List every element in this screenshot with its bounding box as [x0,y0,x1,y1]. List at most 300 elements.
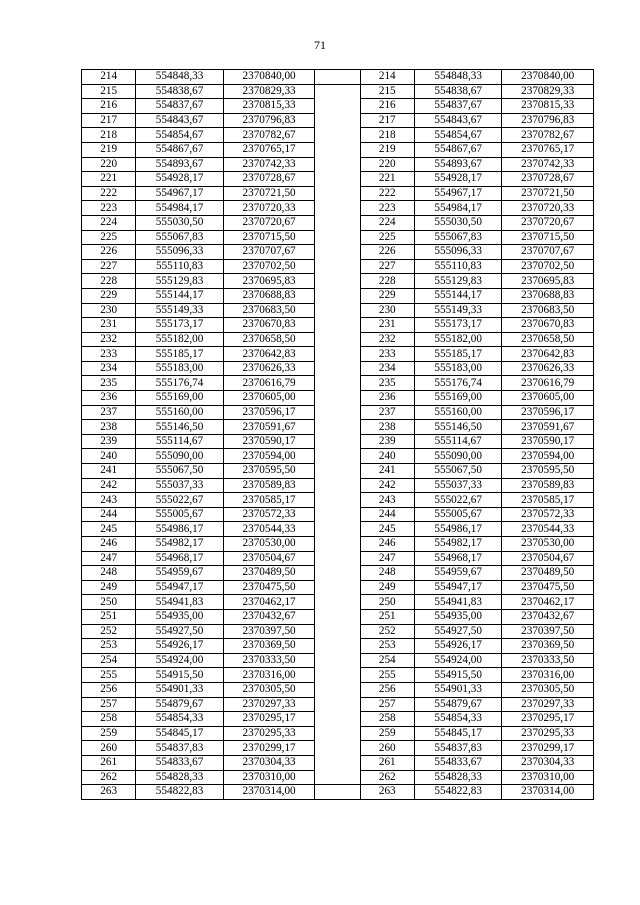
left-x-coordinate-cell: 555149,33 [136,303,224,318]
left-y-coordinate-cell: 2370432,67 [223,609,315,624]
left-y-coordinate-cell: 2370489,50 [223,566,315,581]
left-point-number-cell: 263 [82,785,136,800]
column-separator [315,639,360,654]
right-x-coordinate-cell: 555183,00 [414,361,502,376]
left-point-number-cell: 259 [82,726,136,741]
table-row [82,668,594,683]
column-separator [315,201,360,216]
table-row [82,580,594,595]
right-point-number-cell: 230 [360,303,414,318]
table-row [82,551,594,566]
right-y-coordinate-cell: 2370316,00 [502,668,594,683]
right-point-number-cell: 248 [360,566,414,581]
right-point-number-cell: 245 [360,522,414,537]
right-x-coordinate-cell: 554986,17 [414,522,502,537]
right-y-coordinate-cell: 2370397,50 [502,624,594,639]
left-point-number-cell: 236 [82,391,136,406]
left-x-coordinate-cell: 554822,83 [136,785,224,800]
right-x-coordinate-cell: 554854,33 [414,712,502,727]
right-y-coordinate-cell: 2370642,83 [502,347,594,362]
right-y-coordinate-cell: 2370720,67 [502,215,594,230]
left-y-coordinate-cell: 2370475,50 [223,580,315,595]
left-y-coordinate-cell: 2370782,67 [223,128,315,143]
left-point-number-cell: 253 [82,639,136,654]
left-point-number-cell: 243 [82,493,136,508]
right-point-number-cell: 257 [360,697,414,712]
right-point-number-cell: 243 [360,493,414,508]
right-x-coordinate-cell: 554935,00 [414,609,502,624]
column-separator [315,391,360,406]
left-point-number-cell: 214 [82,70,136,85]
column-separator [315,230,360,245]
left-y-coordinate-cell: 2370297,33 [223,697,315,712]
left-point-number-cell: 250 [82,595,136,610]
right-x-coordinate-cell: 555096,33 [414,245,502,260]
column-separator [315,624,360,639]
left-point-number-cell: 244 [82,507,136,522]
left-x-coordinate-cell: 554926,17 [136,639,224,654]
left-y-coordinate-cell: 2370589,83 [223,478,315,493]
column-separator [315,245,360,260]
left-y-coordinate-cell: 2370720,67 [223,215,315,230]
right-x-coordinate-cell: 555037,33 [414,478,502,493]
left-y-coordinate-cell: 2370658,50 [223,332,315,347]
right-x-coordinate-cell: 554828,33 [414,770,502,785]
right-point-number-cell: 224 [360,215,414,230]
column-separator [315,712,360,727]
left-x-coordinate-cell: 555067,50 [136,464,224,479]
table-row [82,464,594,479]
right-y-coordinate-cell: 2370489,50 [502,566,594,581]
column-separator [315,157,360,172]
table-row [82,785,594,800]
left-x-coordinate-cell: 554843,67 [136,113,224,128]
right-point-number-cell: 232 [360,332,414,347]
right-point-number-cell: 214 [360,70,414,85]
left-y-coordinate-cell: 2370670,83 [223,318,315,333]
left-x-coordinate-cell: 554828,33 [136,770,224,785]
column-separator [315,741,360,756]
column-separator [315,84,360,99]
left-x-coordinate-cell: 554833,67 [136,755,224,770]
left-x-coordinate-cell: 554941,83 [136,595,224,610]
left-x-coordinate-cell: 555146,50 [136,420,224,435]
left-point-number-cell: 229 [82,288,136,303]
left-x-coordinate-cell: 555096,33 [136,245,224,260]
right-y-coordinate-cell: 2370721,50 [502,186,594,201]
left-point-number-cell: 233 [82,347,136,362]
column-separator [315,332,360,347]
right-y-coordinate-cell: 2370504,67 [502,551,594,566]
table-row [82,609,594,624]
right-x-coordinate-cell: 555176,74 [414,376,502,391]
left-point-number-cell: 225 [82,230,136,245]
table-row [82,361,594,376]
right-point-number-cell: 229 [360,288,414,303]
table-row [82,376,594,391]
right-y-coordinate-cell: 2370297,33 [502,697,594,712]
left-point-number-cell: 246 [82,537,136,552]
coordinates-table-body [82,70,594,800]
column-separator [315,288,360,303]
table-row [82,230,594,245]
left-x-coordinate-cell: 555110,83 [136,259,224,274]
left-y-coordinate-cell: 2370595,50 [223,464,315,479]
left-x-coordinate-cell: 555005,67 [136,507,224,522]
right-point-number-cell: 250 [360,595,414,610]
left-point-number-cell: 245 [82,522,136,537]
right-point-number-cell: 259 [360,726,414,741]
right-x-coordinate-cell: 555169,00 [414,391,502,406]
right-y-coordinate-cell: 2370462,17 [502,595,594,610]
table-row [82,449,594,464]
right-y-coordinate-cell: 2370304,33 [502,755,594,770]
right-point-number-cell: 236 [360,391,414,406]
right-y-coordinate-cell: 2370596,17 [502,405,594,420]
right-point-number-cell: 218 [360,128,414,143]
left-x-coordinate-cell: 554848,33 [136,70,224,85]
right-point-number-cell: 227 [360,259,414,274]
right-point-number-cell: 252 [360,624,414,639]
right-point-number-cell: 215 [360,84,414,99]
table-row [82,186,594,201]
left-point-number-cell: 257 [82,697,136,712]
right-y-coordinate-cell: 2370605,00 [502,391,594,406]
left-y-coordinate-cell: 2370310,00 [223,770,315,785]
right-y-coordinate-cell: 2370544,33 [502,522,594,537]
table-row [82,537,594,552]
left-y-coordinate-cell: 2370572,33 [223,507,315,522]
right-point-number-cell: 256 [360,682,414,697]
right-y-coordinate-cell: 2370589,83 [502,478,594,493]
left-y-coordinate-cell: 2370304,33 [223,755,315,770]
right-point-number-cell: 240 [360,449,414,464]
right-x-coordinate-cell: 554967,17 [414,186,502,201]
right-x-coordinate-cell: 555129,83 [414,274,502,289]
left-x-coordinate-cell: 555160,00 [136,405,224,420]
left-y-coordinate-cell: 2370765,17 [223,142,315,157]
right-x-coordinate-cell: 554837,83 [414,741,502,756]
right-x-coordinate-cell: 554879,67 [414,697,502,712]
right-y-coordinate-cell: 2370782,67 [502,128,594,143]
right-y-coordinate-cell: 2370702,50 [502,259,594,274]
column-separator [315,697,360,712]
table-row [82,566,594,581]
table-row [82,507,594,522]
right-y-coordinate-cell: 2370591,67 [502,420,594,435]
left-x-coordinate-cell: 555037,33 [136,478,224,493]
column-separator [315,595,360,610]
left-point-number-cell: 231 [82,318,136,333]
right-x-coordinate-cell: 554982,17 [414,537,502,552]
left-x-coordinate-cell: 554968,17 [136,551,224,566]
left-point-number-cell: 261 [82,755,136,770]
right-point-number-cell: 223 [360,201,414,216]
column-separator [315,70,360,85]
column-separator [315,566,360,581]
left-x-coordinate-cell: 554935,00 [136,609,224,624]
column-separator [315,537,360,552]
right-x-coordinate-cell: 554927,50 [414,624,502,639]
left-point-number-cell: 218 [82,128,136,143]
right-y-coordinate-cell: 2370594,00 [502,449,594,464]
right-point-number-cell: 219 [360,142,414,157]
left-x-coordinate-cell: 555173,17 [136,318,224,333]
column-separator [315,274,360,289]
right-x-coordinate-cell: 555144,17 [414,288,502,303]
table-row [82,726,594,741]
right-point-number-cell: 231 [360,318,414,333]
left-x-coordinate-cell: 554927,50 [136,624,224,639]
column-separator [315,580,360,595]
right-x-coordinate-cell: 554924,00 [414,653,502,668]
right-x-coordinate-cell: 555005,67 [414,507,502,522]
column-separator [315,113,360,128]
right-y-coordinate-cell: 2370829,33 [502,84,594,99]
right-y-coordinate-cell: 2370840,00 [502,70,594,85]
table-row [82,142,594,157]
table-row [82,434,594,449]
left-y-coordinate-cell: 2370840,00 [223,70,315,85]
right-x-coordinate-cell: 554941,83 [414,595,502,610]
right-x-coordinate-cell: 554843,67 [414,113,502,128]
table-row [82,522,594,537]
right-x-coordinate-cell: 555030,50 [414,215,502,230]
table-row [82,303,594,318]
right-y-coordinate-cell: 2370530,00 [502,537,594,552]
table-row [82,420,594,435]
column-separator [315,186,360,201]
left-y-coordinate-cell: 2370530,00 [223,537,315,552]
left-x-coordinate-cell: 554854,33 [136,712,224,727]
column-separator [315,215,360,230]
coordinates-table [81,69,594,800]
left-y-coordinate-cell: 2370299,17 [223,741,315,756]
left-point-number-cell: 239 [82,434,136,449]
left-x-coordinate-cell: 554947,17 [136,580,224,595]
right-x-coordinate-cell: 555090,00 [414,449,502,464]
left-x-coordinate-cell: 554984,17 [136,201,224,216]
right-x-coordinate-cell: 555185,17 [414,347,502,362]
left-point-number-cell: 237 [82,405,136,420]
right-point-number-cell: 251 [360,609,414,624]
column-separator [315,172,360,187]
left-x-coordinate-cell: 554845,17 [136,726,224,741]
column-separator [315,347,360,362]
right-x-coordinate-cell: 555173,17 [414,318,502,333]
left-point-number-cell: 258 [82,712,136,727]
left-point-number-cell: 260 [82,741,136,756]
right-y-coordinate-cell: 2370369,50 [502,639,594,654]
left-point-number-cell: 219 [82,142,136,157]
left-x-coordinate-cell: 555090,00 [136,449,224,464]
right-point-number-cell: 258 [360,712,414,727]
table-row [82,332,594,347]
left-y-coordinate-cell: 2370462,17 [223,595,315,610]
table-row [82,172,594,187]
left-point-number-cell: 235 [82,376,136,391]
left-y-coordinate-cell: 2370702,50 [223,259,315,274]
left-y-coordinate-cell: 2370596,17 [223,405,315,420]
table-row [82,274,594,289]
right-y-coordinate-cell: 2370658,50 [502,332,594,347]
right-y-coordinate-cell: 2370765,17 [502,142,594,157]
right-point-number-cell: 254 [360,653,414,668]
left-y-coordinate-cell: 2370626,33 [223,361,315,376]
left-y-coordinate-cell: 2370397,50 [223,624,315,639]
table-row [82,624,594,639]
right-x-coordinate-cell: 554984,17 [414,201,502,216]
right-point-number-cell: 260 [360,741,414,756]
table-row [82,318,594,333]
table-row [82,157,594,172]
right-x-coordinate-cell: 554926,17 [414,639,502,654]
right-x-coordinate-cell: 554901,33 [414,682,502,697]
right-point-number-cell: 225 [360,230,414,245]
left-point-number-cell: 249 [82,580,136,595]
right-x-coordinate-cell: 554833,67 [414,755,502,770]
left-point-number-cell: 223 [82,201,136,216]
left-x-coordinate-cell: 555169,00 [136,391,224,406]
table-row [82,595,594,610]
left-point-number-cell: 220 [82,157,136,172]
right-y-coordinate-cell: 2370728,67 [502,172,594,187]
column-separator [315,420,360,435]
table-row [82,84,594,99]
left-x-coordinate-cell: 554854,67 [136,128,224,143]
left-y-coordinate-cell: 2370314,00 [223,785,315,800]
column-separator [315,405,360,420]
right-y-coordinate-cell: 2370742,33 [502,157,594,172]
table-row [82,682,594,697]
column-separator [315,770,360,785]
table-row [82,712,594,727]
column-separator [315,434,360,449]
right-y-coordinate-cell: 2370616,79 [502,376,594,391]
table-row [82,653,594,668]
left-x-coordinate-cell: 554837,83 [136,741,224,756]
left-point-number-cell: 222 [82,186,136,201]
column-separator [315,449,360,464]
right-x-coordinate-cell: 555160,00 [414,405,502,420]
right-y-coordinate-cell: 2370595,50 [502,464,594,479]
right-x-coordinate-cell: 555146,50 [414,420,502,435]
right-x-coordinate-cell: 554837,67 [414,99,502,114]
column-separator [315,478,360,493]
right-x-coordinate-cell: 554822,83 [414,785,502,800]
right-y-coordinate-cell: 2370720,33 [502,201,594,216]
right-x-coordinate-cell: 554845,17 [414,726,502,741]
left-x-coordinate-cell: 554893,67 [136,157,224,172]
table-row [82,697,594,712]
table-row [82,347,594,362]
column-separator [315,464,360,479]
left-y-coordinate-cell: 2370721,50 [223,186,315,201]
right-x-coordinate-cell: 555182,00 [414,332,502,347]
right-x-coordinate-cell: 555022,67 [414,493,502,508]
right-x-coordinate-cell: 555067,50 [414,464,502,479]
right-point-number-cell: 263 [360,785,414,800]
column-separator [315,755,360,770]
column-separator [315,361,360,376]
column-separator [315,376,360,391]
left-point-number-cell: 226 [82,245,136,260]
column-separator [315,653,360,668]
table-row [82,770,594,785]
right-y-coordinate-cell: 2370310,00 [502,770,594,785]
right-y-coordinate-cell: 2370475,50 [502,580,594,595]
right-y-coordinate-cell: 2370683,50 [502,303,594,318]
column-separator [315,318,360,333]
table-row [82,391,594,406]
right-y-coordinate-cell: 2370432,67 [502,609,594,624]
left-y-coordinate-cell: 2370295,17 [223,712,315,727]
left-y-coordinate-cell: 2370316,00 [223,668,315,683]
right-x-coordinate-cell: 554968,17 [414,551,502,566]
right-point-number-cell: 255 [360,668,414,683]
right-x-coordinate-cell: 554848,33 [414,70,502,85]
left-y-coordinate-cell: 2370715,50 [223,230,315,245]
left-point-number-cell: 215 [82,84,136,99]
right-point-number-cell: 244 [360,507,414,522]
table-row [82,201,594,216]
left-y-coordinate-cell: 2370616,79 [223,376,315,391]
right-point-number-cell: 261 [360,755,414,770]
right-point-number-cell: 220 [360,157,414,172]
left-y-coordinate-cell: 2370585,17 [223,493,315,508]
left-y-coordinate-cell: 2370591,67 [223,420,315,435]
left-point-number-cell: 252 [82,624,136,639]
left-point-number-cell: 256 [82,682,136,697]
left-point-number-cell: 217 [82,113,136,128]
left-x-coordinate-cell: 555185,17 [136,347,224,362]
right-y-coordinate-cell: 2370626,33 [502,361,594,376]
right-point-number-cell: 262 [360,770,414,785]
left-x-coordinate-cell: 554982,17 [136,537,224,552]
left-x-coordinate-cell: 554838,67 [136,84,224,99]
left-point-number-cell: 221 [82,172,136,187]
left-y-coordinate-cell: 2370594,00 [223,449,315,464]
right-y-coordinate-cell: 2370314,00 [502,785,594,800]
right-point-number-cell: 242 [360,478,414,493]
left-x-coordinate-cell: 555030,50 [136,215,224,230]
right-y-coordinate-cell: 2370688,83 [502,288,594,303]
column-separator [315,682,360,697]
left-x-coordinate-cell: 555067,83 [136,230,224,245]
left-y-coordinate-cell: 2370728,67 [223,172,315,187]
right-x-coordinate-cell: 555149,33 [414,303,502,318]
column-separator [315,142,360,157]
right-y-coordinate-cell: 2370707,67 [502,245,594,260]
left-point-number-cell: 216 [82,99,136,114]
table-row [82,478,594,493]
table-row [82,288,594,303]
left-x-coordinate-cell: 555182,00 [136,332,224,347]
right-x-coordinate-cell: 554959,67 [414,566,502,581]
right-y-coordinate-cell: 2370305,50 [502,682,594,697]
right-y-coordinate-cell: 2370295,17 [502,712,594,727]
right-y-coordinate-cell: 2370695,83 [502,274,594,289]
left-x-coordinate-cell: 555129,83 [136,274,224,289]
left-point-number-cell: 242 [82,478,136,493]
left-y-coordinate-cell: 2370815,33 [223,99,315,114]
right-x-coordinate-cell: 555114,67 [414,434,502,449]
left-x-coordinate-cell: 554915,50 [136,668,224,683]
table-row [82,70,594,85]
right-y-coordinate-cell: 2370815,33 [502,99,594,114]
left-x-coordinate-cell: 554959,67 [136,566,224,581]
left-x-coordinate-cell: 554924,00 [136,653,224,668]
